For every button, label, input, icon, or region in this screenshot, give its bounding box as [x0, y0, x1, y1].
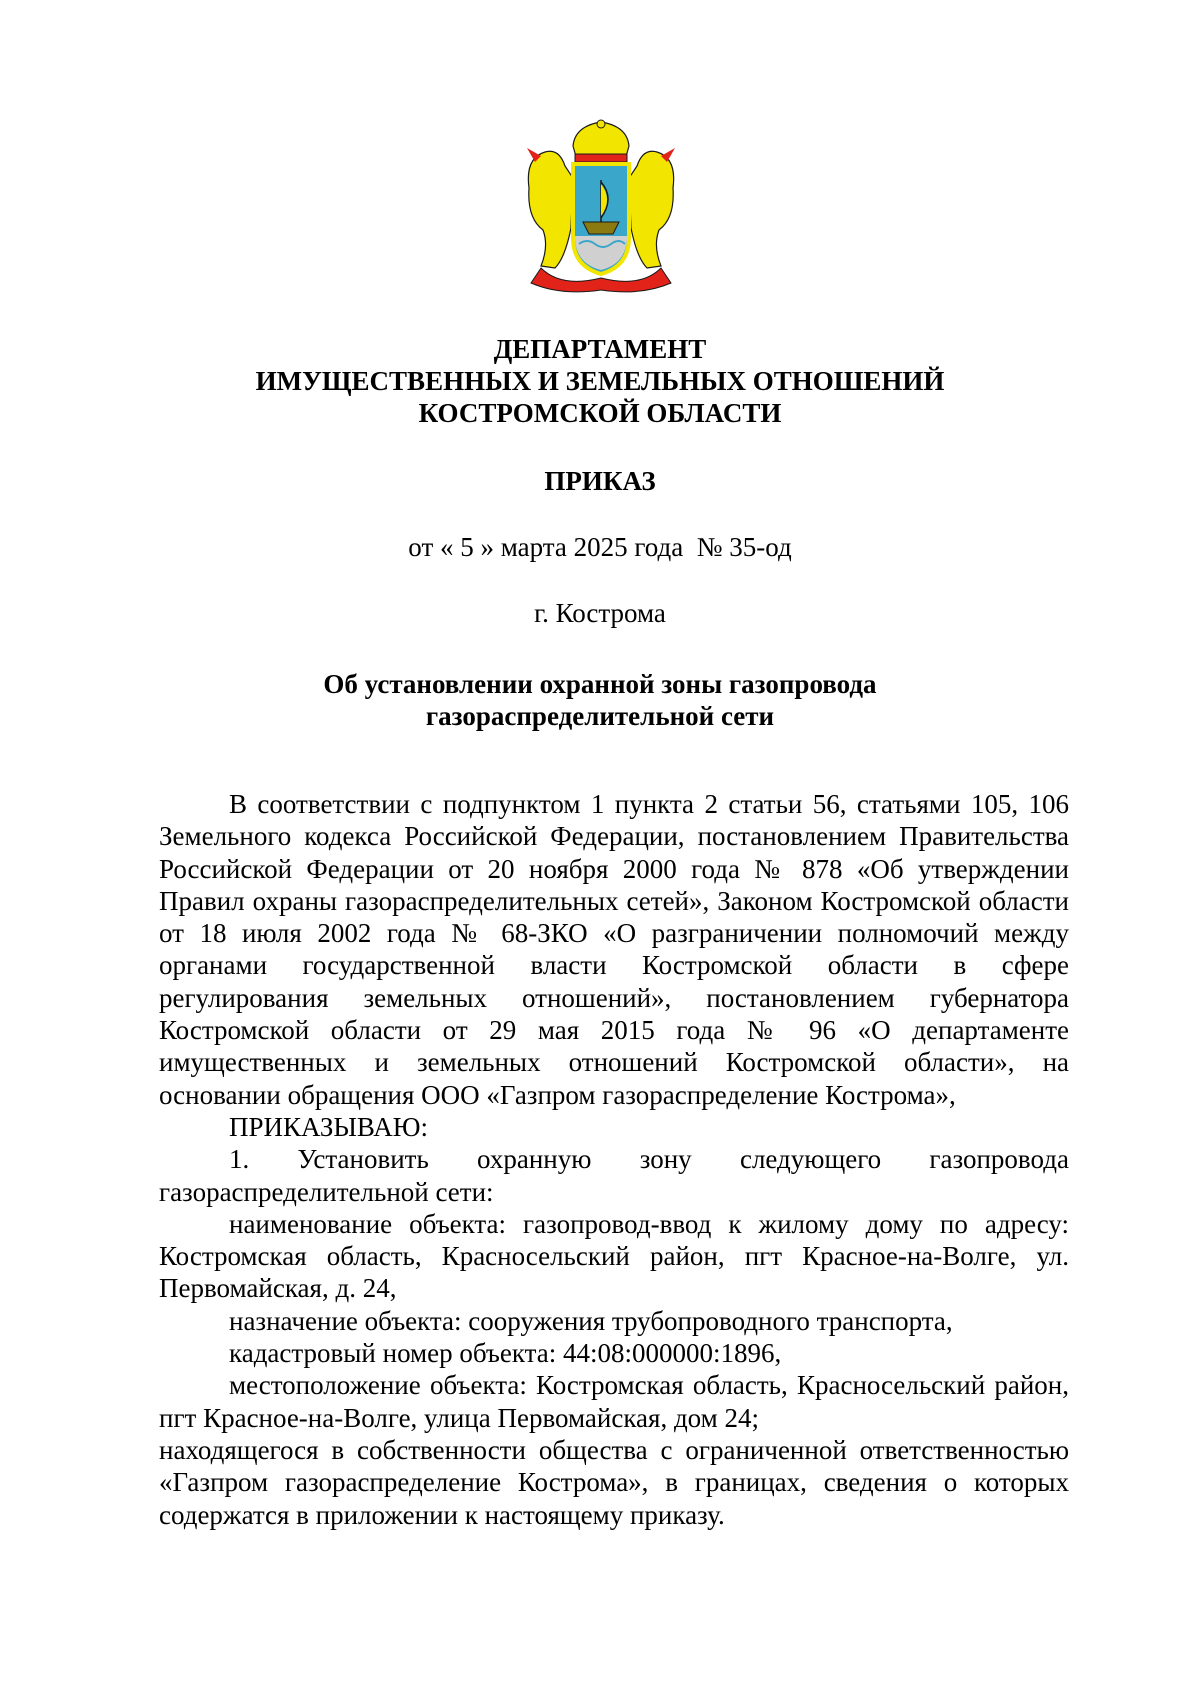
object-name-paragraph: наименование объекта: газопровод-ввод к жилому дому по адресу: Костромская область, Красносельский район, пгт Красное-на-Волге, ул. Первомайская, д. 24,	[159, 1208, 1069, 1304]
order-word: ПРИКАЗЫВАЮ:	[229, 1111, 428, 1142]
order-place: г. Кострома	[534, 598, 666, 628]
order-subject	[0, 668, 1200, 732]
item-1-word: зону	[639, 1144, 692, 1175]
item-1-word: 1.	[229, 1144, 250, 1175]
item-1-word: охранную	[477, 1144, 592, 1175]
order-date: от « 5 » марта 2025 года № 35-од	[408, 532, 792, 562]
header-line-1: ДЕПАРТАМЕНТ	[493, 334, 707, 364]
preamble-paragraph: В соответствии с подпунктом 1 пункта 2 статьи 56, статьями 105, 106 Земельного кодекса Российской Федерации, постановлением Правительства Российской Федерации от 20 ноября 2000 года № 878 «Об утверждении Правил охраны газораспределительных сетей», Законом Костромской области от 18 июля 2002 года № 68-ЗКО «О разграничении полномочий между органами государственной власти Костромской области в сфере регулирования земельных отношений», постановлением губернатора Костромской области от 29 мая 2015 года № 96 «О департаменте имущественных и земельных отношений Костромской области», на основании обращения ООО «Газпром газораспределение Кострома»,	[159, 789, 1069, 1110]
item-1-word: следующего	[739, 1144, 882, 1175]
subject-line-1: Об установлении охранной зоны газопровода	[323, 669, 877, 699]
header-line-3: КОСТРОМСКОЙ ОБЛАСТИ	[418, 398, 782, 428]
item-1-heading	[159, 1143, 1069, 1175]
subject-line-2: газораспределительной сети	[425, 701, 775, 731]
cadastral-number-paragraph: кадастровый номер объекта: 44:08:000000:1896,	[229, 1338, 782, 1369]
item-1-tail: газораспределительной сети:	[159, 1176, 494, 1207]
owner-paragraph: находящегося в собственности общества с ограниченной ответственностью «Газпром газораспределение Кострома», в границах, сведения о которых содержатся в приложении к настоящему приказу.	[159, 1434, 1069, 1530]
order-title: ПРИКАЗ	[544, 466, 656, 496]
coat-of-arms-icon	[521, 118, 681, 298]
item-1-word: Установить	[297, 1144, 429, 1175]
order-body	[159, 788, 1069, 1531]
item-1-word: газопровода	[929, 1144, 1069, 1175]
header-line-2: ИМУЩЕСТВЕННЫХ И ЗЕМЕЛЬНЫХ ОТНОШЕНИЙ	[255, 366, 945, 396]
location-paragraph: местоположение объекта: Костромская область, Красносельский район, пгт Красное-на-Волге, улица Первомайская, дом 24;	[159, 1370, 1069, 1433]
department-header	[0, 333, 1200, 429]
object-purpose-paragraph: назначение объекта: сооружения трубопроводного транспорта,	[229, 1305, 953, 1336]
